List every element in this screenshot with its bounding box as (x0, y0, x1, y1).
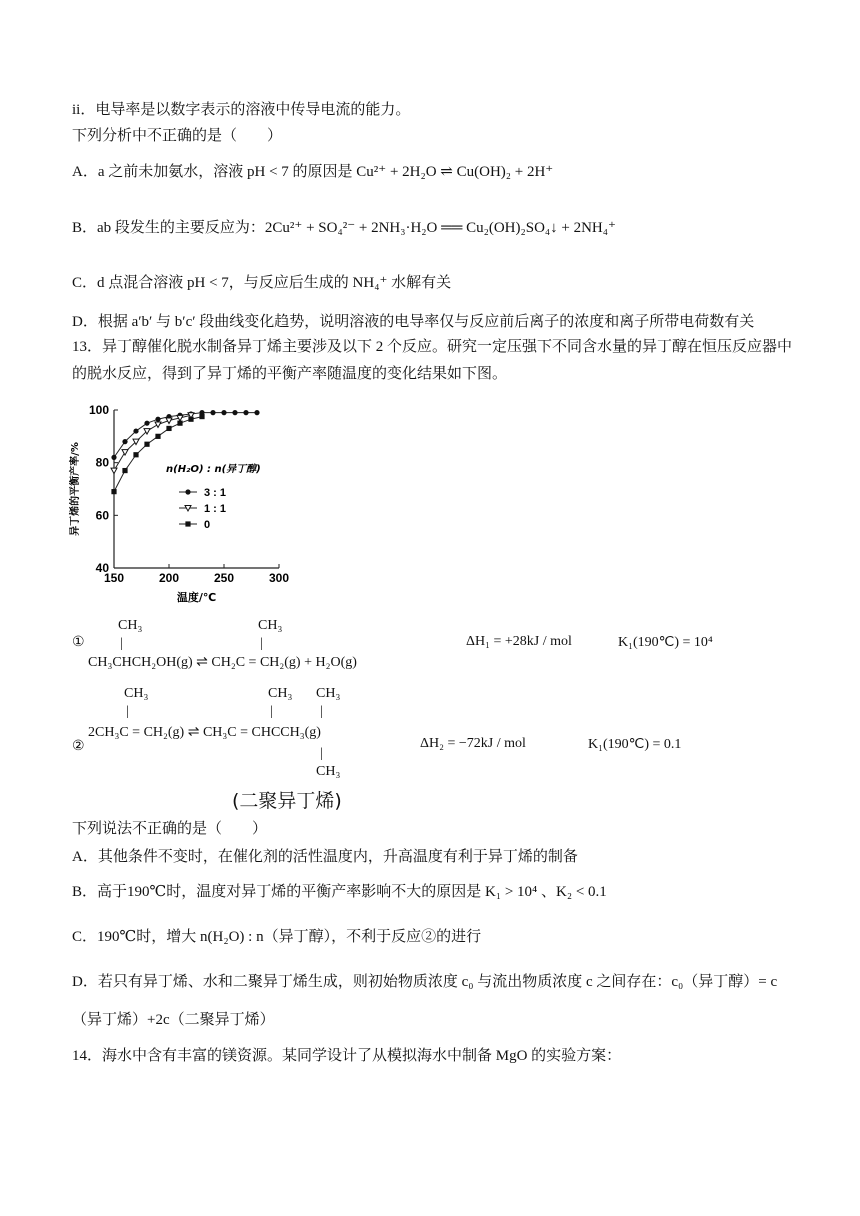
legend-label: 3 : 1 (204, 487, 227, 499)
data-point (155, 434, 160, 439)
data-point (166, 426, 171, 431)
option-b: B．ab 段发生的主要反应为：2Cu²⁺ + SO₄²⁻ + 2NH₃·H₂O ══ Cu₂(OH)₂SO₄↓ + 2NH₄⁺ (72, 220, 616, 236)
option-a: A．a 之前未加氨水，溶液 pH < 7 的原因是 Cu²⁺ + 2H₂O ⇌ Cu(OH)₂ + 2H⁺ (72, 164, 554, 180)
chart-series (111, 410, 260, 494)
reaction-2-number: ② (72, 739, 85, 754)
option-c: C．190℃时，增大 n(H₂O) : n（异丁醇），不利于反应②的进行 (72, 929, 482, 945)
reaction-1-number: ① (72, 635, 85, 650)
reaction-2-enthalpy: ΔH₂ = −72kJ / mol (420, 736, 526, 751)
x-tick-label: 150 (103, 571, 125, 585)
reaction-2-k: K₁(190℃) = 0.1 (588, 737, 682, 752)
r1-ch3-b: CH₃ (258, 618, 283, 633)
question-13-cont: 的脱水反应，得到了异丁烯的平衡产率随温度的变化结果如下图。 (72, 366, 508, 382)
x-axis-label: 温度/℃ (176, 591, 217, 604)
chart-axes (68, 403, 289, 604)
r1-bond-a: | (120, 636, 123, 651)
option-c: C．d 点混合溶液 pH < 7，与反应后生成的 NH₄⁺ 水解有关 (72, 275, 452, 291)
r2-ch3-c: CH₃ (316, 686, 341, 701)
data-point (122, 439, 127, 444)
data-point (232, 410, 237, 415)
series-line (114, 413, 257, 458)
data-point (122, 450, 128, 456)
y-tick-label: 60 (95, 508, 109, 523)
data-point (133, 428, 138, 433)
y-tick-label: 80 (95, 455, 109, 470)
option-b: B．高于190℃时，温度对异丁烯的平衡产率影响不大的原因是 K₁ > 10⁴ 、K₂ < 0.1 (72, 884, 607, 900)
text-line: 下列分析中不正确的是（ ） (72, 128, 283, 144)
reaction-1-k: K₁(190℃) = 10⁴ (618, 635, 713, 650)
text-line: ii．电导率是以数字表示的溶液中传导电流的能力。 (72, 102, 411, 118)
reaction-1-equation: CH₃CHCH₂OH(g) ⇌ CH₂C = CH₂(g) + H₂O(g) (88, 655, 357, 670)
option-d: D．若只有异丁烯、水和二聚异丁烯生成，则初始物质浓度 c₀ 与流出物质浓度 c 之间存在：c₀（异丁醇）= c (72, 974, 778, 990)
r2-ch3-d: CH₃ (316, 764, 341, 779)
data-point (144, 421, 149, 426)
question-14: 14．海水中含有丰富的镁资源。某同学设计了从模拟海水中制备 MgO 的实验方案： (72, 1048, 622, 1064)
legend-title: n(H₂O) : n(异丁醇) (166, 464, 261, 475)
data-point (221, 410, 226, 415)
reaction-1-enthalpy: ΔH₁ = +28kJ / mol (466, 634, 572, 649)
y-tick-label: 40 (95, 561, 109, 575)
r2-bond-c: | (320, 704, 323, 719)
data-point (210, 410, 215, 415)
data-point (177, 421, 182, 426)
option-d-cont: （异丁烯）+2c（二聚异丁烯） (72, 1012, 275, 1028)
data-point (155, 422, 161, 428)
question-prompt: 下列说法不正确的是（ ） (72, 821, 268, 837)
y-tick-label: 100 (88, 403, 109, 417)
option-a: A．其他条件不变时，在催化剂的活性温度内，升高温度有利于异丁烯的制备 (72, 849, 578, 865)
data-point (133, 452, 138, 457)
legend-marker (185, 521, 190, 526)
legend-label: 1 : 1 (204, 503, 227, 515)
data-point (144, 442, 149, 447)
r2-ch3-a: CH₃ (124, 686, 149, 701)
data-point (199, 414, 204, 419)
x-tick-label: 300 (268, 571, 290, 585)
data-point (111, 468, 117, 474)
r2-bond-b: | (270, 704, 273, 719)
r1-ch3-a: CH₃ (118, 618, 143, 633)
data-point (111, 455, 116, 460)
data-point (122, 468, 127, 473)
r2-bond-a: | (126, 704, 129, 719)
r2-bond-d: | (320, 746, 323, 761)
data-point (155, 417, 160, 422)
option-d: D．根据 a′b′ 与 b′c′ 段曲线变化趋势，说明溶液的电导率仅与反应前后离子的浓度和离子所带电荷数有关 (72, 314, 755, 330)
data-point (243, 410, 248, 415)
reaction-2-equation: 2CH₃C = CH₂(g) ⇌ CH₃C = CHCCH₃(g) (88, 725, 321, 740)
r1-bond-b: | (260, 636, 263, 651)
dimer-name: (二聚异丁烯) (232, 790, 342, 812)
x-tick-label: 250 (213, 571, 235, 585)
x-tick-label: 200 (158, 571, 180, 585)
data-point (111, 489, 116, 494)
r2-ch3-b: CH₃ (268, 686, 293, 701)
data-point (254, 410, 259, 415)
legend-marker (185, 489, 190, 494)
chart-legend (166, 463, 261, 531)
y-axis-label: 异丁烯的平衡产率/% (70, 442, 81, 536)
question-13: 13．异丁醇催化脱水制备异丁烯主要涉及以下 2 个反应。研究一定压强下不同含水量的异丁醇在恒压反应器中 (72, 339, 793, 355)
legend-label: 0 (204, 519, 211, 531)
data-point (188, 417, 193, 422)
yield-chart (64, 396, 304, 616)
